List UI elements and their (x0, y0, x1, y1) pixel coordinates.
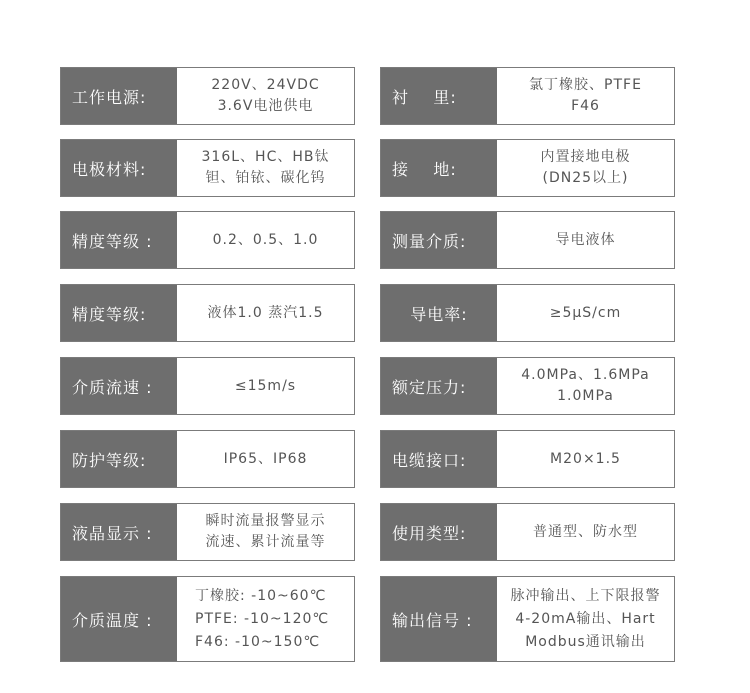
spec-value-line: 3.6V电池供电 (217, 98, 314, 114)
spec-lcd-display (60, 503, 355, 561)
spec-label: 防护等级: (61, 431, 177, 487)
spec-lining (380, 67, 675, 125)
spec-label: 测量介质: (381, 212, 497, 268)
spec-value (497, 212, 674, 268)
spec-label: 液晶显示 : (61, 504, 177, 560)
spec-output-signal (380, 576, 675, 662)
spec-label: 输出信号 : (381, 577, 497, 661)
spec-grounding (380, 139, 675, 197)
spec-value-line: F46 (571, 98, 600, 114)
spec-value (497, 358, 674, 414)
spec-value-line: M20×1.5 (550, 450, 621, 467)
spec-value (177, 68, 354, 124)
spec-value (177, 212, 354, 268)
spec-value-line: 1.0MPa (557, 388, 614, 404)
spec-value-line: 4-20mA输出、Hart (515, 610, 656, 627)
spec-label: 接 地: (381, 140, 497, 196)
spec-label: 精度等级 : (61, 212, 177, 268)
spec-value-line: 钽、铂铱、碳化钨 (205, 170, 326, 186)
spec-value-line: ≥5μS/cm (549, 304, 622, 321)
spec-value-line: ≤15m/s (234, 377, 297, 394)
spec-power-supply (60, 67, 355, 125)
spec-value-line: PTFE: -10~120℃ (195, 610, 330, 627)
spec-value-line: 4.0MPa、1.6MPa (521, 367, 650, 383)
spec-value (177, 504, 354, 560)
spec-value (177, 140, 354, 196)
spec-usage-type (380, 503, 675, 561)
spec-value-line: 0.2、0.5、1.0 (212, 231, 319, 248)
spec-value-line: 氯丁橡胶、PTFE (529, 77, 642, 93)
spec-value (497, 285, 674, 341)
spec-value-line: F46: -10~150℃ (195, 633, 321, 650)
spec-label: 精度等级: (61, 285, 177, 341)
spec-value-line: 220V、24VDC (211, 77, 320, 93)
spec-label: 电缆接口: (381, 431, 497, 487)
spec-value-line: Modbus通讯输出 (525, 633, 646, 650)
spec-value (497, 504, 674, 560)
spec-value (177, 577, 354, 661)
spec-label: 电极材料: (61, 140, 177, 196)
spec-protection-class (60, 430, 355, 488)
spec-value (177, 358, 354, 414)
spec-value-line: 普通型、防水型 (533, 523, 638, 540)
spec-medium-temperature (60, 576, 355, 662)
spec-label: 额定压力: (381, 358, 497, 414)
spec-value-line: 导电液体 (555, 231, 616, 248)
spec-label: 介质流速 : (61, 358, 177, 414)
spec-value (497, 577, 674, 661)
spec-value-line: 液体1.0 蒸汽1.5 (207, 304, 324, 321)
spec-electrode-material (60, 139, 355, 197)
spec-value-line: 316L、HC、HB钛 (201, 149, 330, 165)
spec-rated-pressure (380, 357, 675, 415)
spec-value (497, 68, 674, 124)
spec-label: 衬 里: (381, 68, 497, 124)
spec-value (177, 431, 354, 487)
spec-value (497, 140, 674, 196)
spec-measured-medium (380, 211, 675, 269)
spec-label: 介质温度 : (61, 577, 177, 661)
spec-conductivity (380, 284, 675, 342)
spec-value-line: 流速、累计流量等 (205, 534, 326, 550)
spec-value (497, 431, 674, 487)
spec-cable-interface (380, 430, 675, 488)
spec-value (177, 285, 354, 341)
spec-label: 工作电源: (61, 68, 177, 124)
spec-label: 使用类型: (381, 504, 497, 560)
spec-flow-velocity (60, 357, 355, 415)
spec-value-line: 瞬时流量报警显示 (205, 513, 326, 529)
spec-value-line: (DN25以上) (542, 170, 629, 186)
spec-accuracy-class-medium (60, 284, 355, 342)
spec-value-line: 内置接地电极 (540, 149, 631, 165)
spec-value-line: 脉冲输出、上下限报警 (510, 587, 661, 604)
spec-value-line: 丁橡胶: -10~60℃ (195, 587, 327, 604)
spec-value-line: IP65、IP68 (223, 450, 308, 467)
spec-accuracy-class (60, 211, 355, 269)
spec-label: 导电率: (381, 285, 497, 341)
